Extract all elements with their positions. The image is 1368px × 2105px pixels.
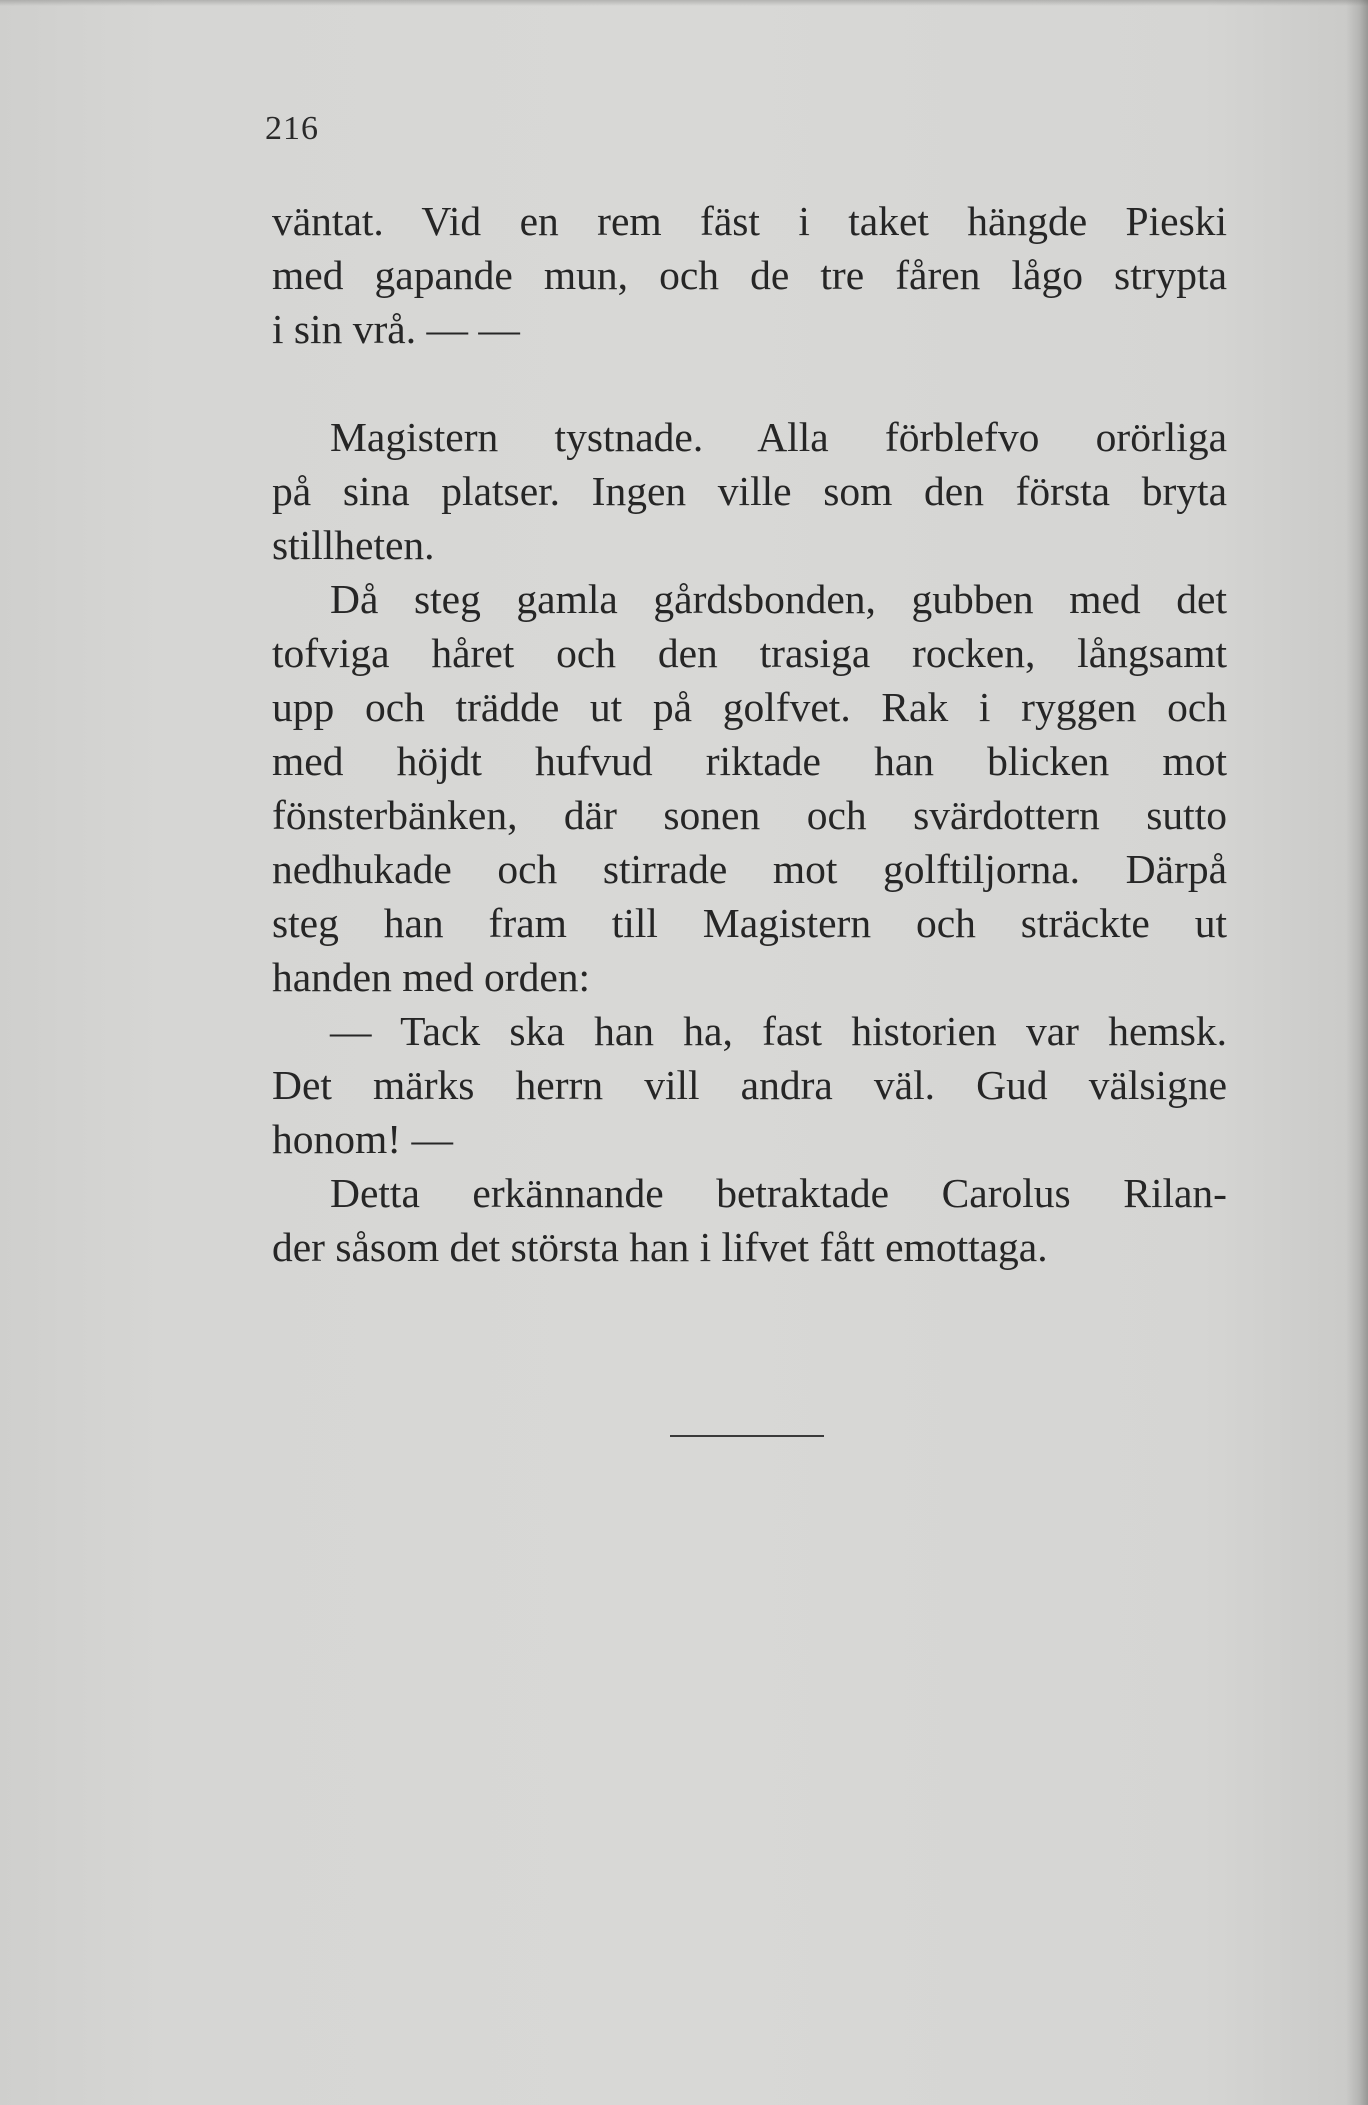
text-line: med gapande mun, och de tre fåren lågo strypta: [272, 252, 1227, 298]
text-line: — Tack ska han ha, fast historien var hemsk.: [330, 1008, 1227, 1054]
text-line: i sin vrå. — —: [272, 306, 520, 352]
text-line: der såsom det största han i lifvet fått emottaga.: [272, 1224, 1048, 1270]
text-line: med höjdt hufvud riktade han blicken mot: [272, 738, 1227, 784]
paragraph-gap: [272, 356, 1227, 410]
text-line: väntat. Vid en rem fäst i taket hängde Pieski: [272, 198, 1227, 244]
text-line: steg han fram till Magistern och sträckte ut: [272, 900, 1227, 946]
page-right-shadow: [1346, 0, 1368, 2105]
text-line: honom! —: [272, 1116, 453, 1162]
text-line: upp och trädde ut på golfvet. Rak i ryggen och: [272, 684, 1227, 730]
text-line: Det märks herrn vill andra väl. Gud välsigne: [272, 1062, 1227, 1108]
page-top-shadow: [0, 0, 1368, 6]
body-text: [272, 194, 1227, 1274]
chapter-end-rule: [670, 1435, 824, 1437]
text-line: stillheten.: [272, 522, 435, 568]
text-line: Då steg gamla gårdsbonden, gubben med det: [330, 576, 1227, 622]
text-line: fönsterbänken, där sonen och svärdottern sutto: [272, 792, 1227, 838]
text-line: på sina platser. Ingen ville som den första bryta: [272, 468, 1227, 514]
text-line: tofviga håret och den trasiga rocken, långsamt: [272, 630, 1227, 676]
text-line: handen med orden:: [272, 954, 591, 1000]
text-line: Magistern tystnade. Alla förblefvo orörliga: [330, 414, 1227, 460]
text-line: nedhukade och stirrade mot golftiljorna. Därpå: [272, 846, 1227, 892]
text-line: Detta erkännande betraktade Carolus Rilan-: [330, 1170, 1227, 1216]
page-number: 216: [265, 110, 319, 147]
